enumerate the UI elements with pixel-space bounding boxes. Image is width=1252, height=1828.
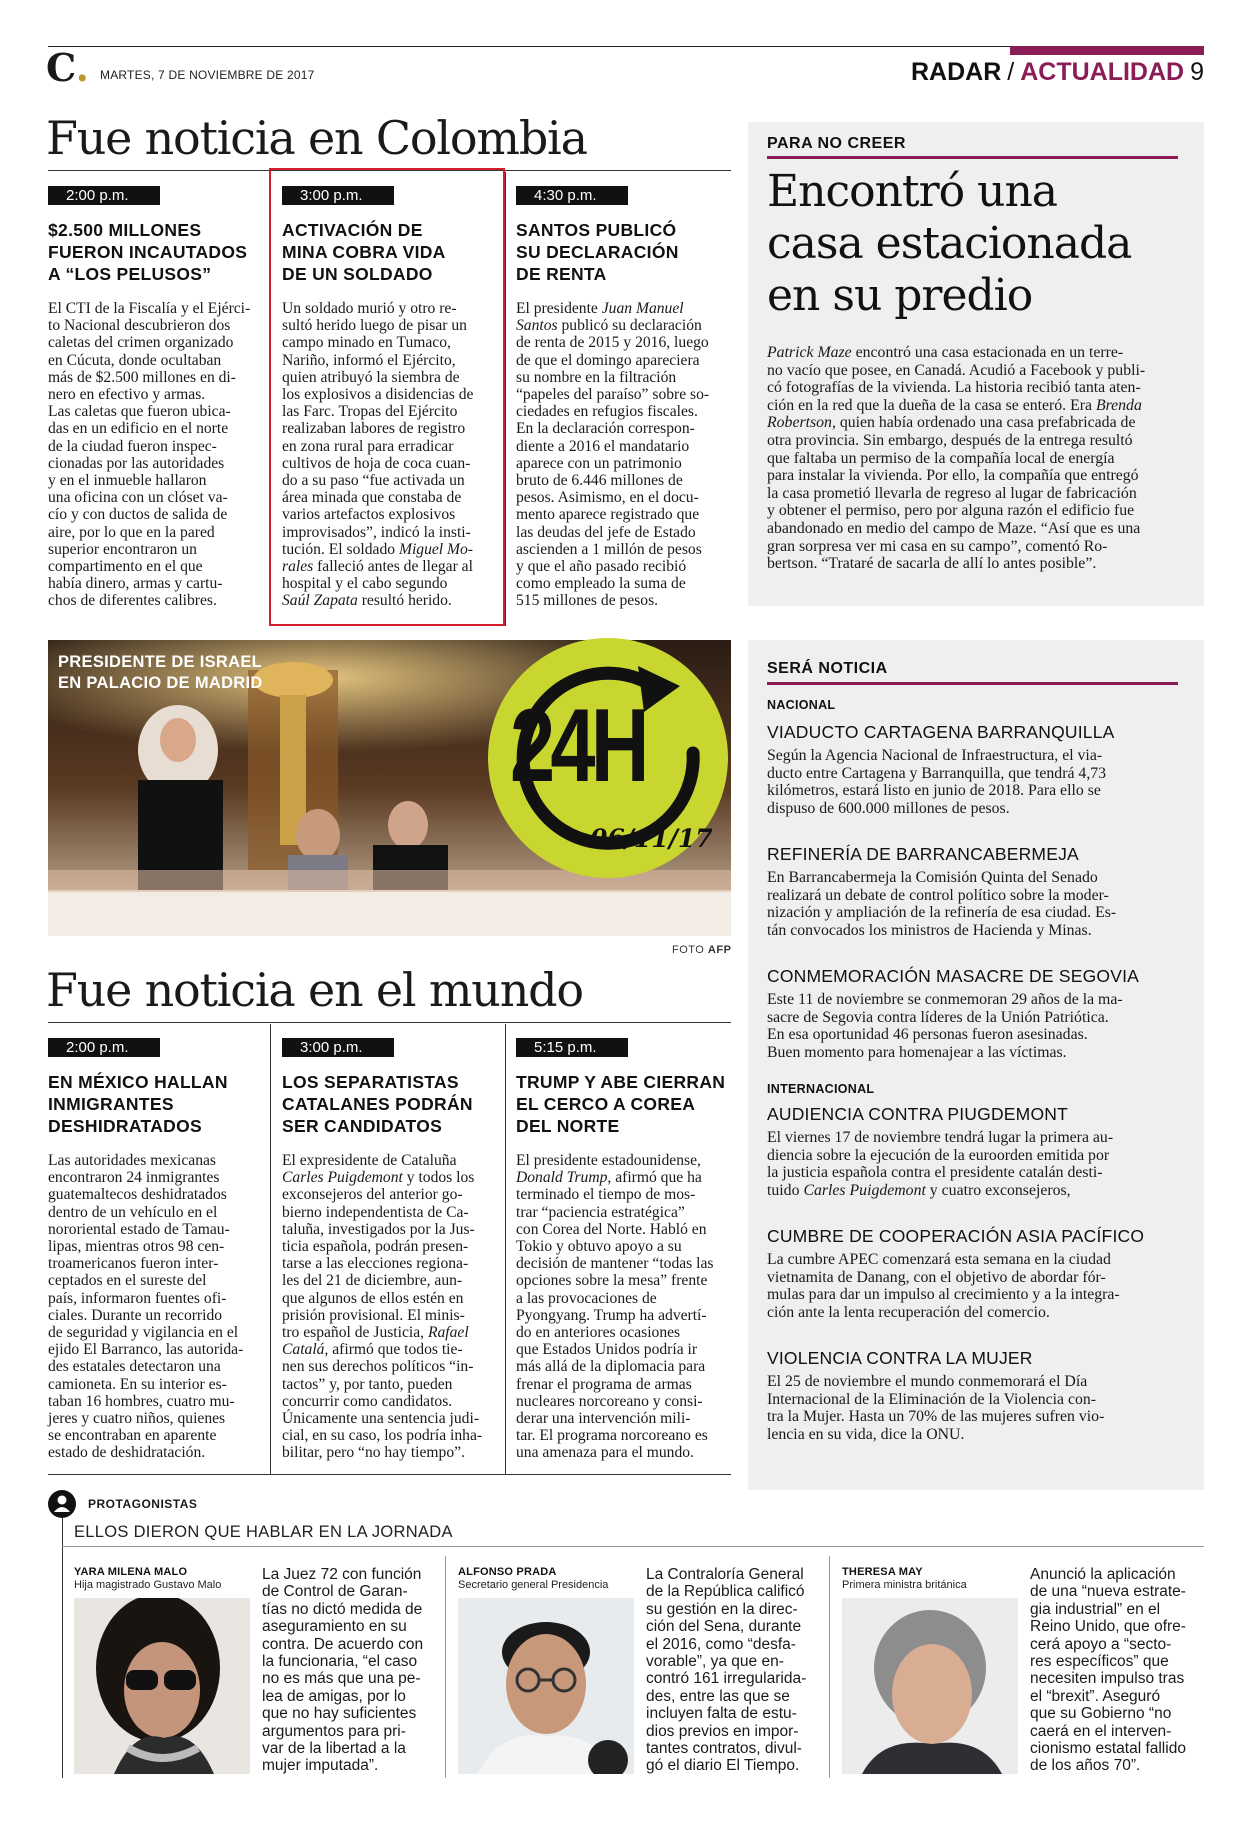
- para-no-creer-kicker: PARA NO CREER: [767, 135, 906, 152]
- colombia-section-title: Fue noticia en Colombia: [46, 111, 587, 165]
- sera-noticia-title[interactable]: CONMEMORACIÓN MASACRE DE SEGOVIA: [767, 966, 1140, 986]
- para-no-creer-title[interactable]: Encontró una casa estacionada en su predio: [767, 166, 1132, 321]
- col-divider: [505, 1024, 506, 1474]
- protagonist-photo[interactable]: [74, 1598, 250, 1774]
- sera-noticia-body: El 25 de noviembre el mundo conmemorará el Día Internacional de la Eliminación de la Violencia con- tra la Mujer. Hasta un 70% de las mujeres sufren vio- lencia en su vida, dice la ONU.: [767, 1373, 1105, 1443]
- protagonist-role: Secretario general Presidencia: [458, 1579, 609, 1591]
- kicker-rule: [767, 682, 1178, 685]
- para-no-creer-body: Patrick Maze encontró una casa estacionada en un terre- no vacío que posee, en Canadá. Acudió a Facebook y publi- có fotografías de la vivienda. La historia recibió tanta aten- ción en la red que la dueña de la casa se enteró. Era Brenda Robertson, quien había ordenado una casa prefabricada de otra provincia. Sin embargo, después de la entrega resultó que faltaba un permiso de la compañía local de energía para instalar la vivienda. Por ello, la compañía que entregó la casa prometió llevarla de regreso al lugar de fabricación y obtener el permiso, pero por alguna razón el edificio fue abandonado en medio del campo de Maze. “Así que es una gran sorpresa ver mi casa en su campo”, comentó Ro- bertson. “Trataré de sacarla de allí lo antes posible”.: [767, 344, 1146, 573]
- sera-noticia-body: Según la Agencia Nacional de Infraestructura, el via- ducto entre Cartagena y Barranquilla, que tendrá 4,73 kilómetros, estará listo en junio de 2018. Para ello se dispuso de 600.000 millones de pesos.: [767, 747, 1107, 817]
- protagonist-text: Anunció la aplicación de una “nueva estrate- gia industrial” en el Reino Unido, que ofre- cerá apoyo a “secto- res específicos” que necesiten impulso tras el “brexit”. Aseguró que su Gobierno “no caerá en el interven- cionismo estatal fallido de los años 70”.: [1030, 1566, 1186, 1775]
- time-badge: 3:00 p.m.: [282, 1038, 394, 1057]
- sera-noticia-item[interactable]: [767, 1226, 1187, 1321]
- sera-noticia-title[interactable]: CUMBRE DE COOPERACIÓN ASIA PACÍFICO: [767, 1226, 1145, 1246]
- sera-noticia-title[interactable]: VIOLENCIA CONTRA LA MUJER: [767, 1348, 1033, 1368]
- news-body: El presidente Juan Manuel Santos publicó su declaración de renta de 2015 y 2016, luego de que el domingo apareciera su nombre en la filtración “papeles del paraíso” sobre so- ciedades en refugios fiscales. En la declaración correspon- diente a 2016 el mandatario aparece con un patrimonio bruto de 6.446 millones de pesos. Asimismo, en el docu- mento aparece registrado que las deudas del jefe de Estado ascienden a 1 millón de pesos y que el año pasado recibió como empleado la suma de 515 millones de pesos.: [516, 300, 710, 610]
- news-body: El CTI de la Fiscalía y el Ejérci- to Nacional descubrieron dos caletas del crimen organizado en Cúcuta, donde ocultaban más de $2.500 millones en di- nero en efectivo y armas. Las caletas que fueron ubica- das en un edificio en el norte de la ciudad fueron inspec- cionadas por las autoridades y en el inmueble hallaron una oficina con un clóset va- cío y con ductos de salida de aire, por lo que en la pared superior encontraron un compartimento en el que había dinero, armas y cartu- chos de diferentes calibres.: [48, 300, 251, 610]
- protagonist-name[interactable]: ALFONSO PRADA: [458, 1566, 557, 1578]
- photo-caption: PRESIDENTE DE ISRAEL EN PALACIO DE MADRID: [58, 653, 263, 692]
- protagonist-name[interactable]: THERESA MAY: [842, 1566, 923, 1578]
- protagonist-photo[interactable]: [842, 1598, 1018, 1774]
- news-item[interactable]: [516, 1038, 731, 1462]
- sera-noticia-item[interactable]: [767, 844, 1187, 939]
- col-divider: [505, 172, 506, 626]
- sera-noticia-body: El viernes 17 de noviembre tendrá lugar la primera au- diencia sobre la ejecución de la euroorden emitida por la justicia española contra el presidente catalán desti- tuido Carles Puigdemont y cuatro exconsejeros,: [767, 1129, 1114, 1199]
- issue-date: MARTES, 7 DE NOVIEMBRE DE 2017: [100, 68, 315, 82]
- section-label: RADAR / ACTUALIDAD 9: [910, 58, 1204, 86]
- protagonist-text: La Contraloría General de la República calificó su gestión en la direc- ción del Sena, durante el 2016, como “desfa- vorable”, ya que en- contró 161 irregularida- des, entre las que se incluyen falta de estu- dios previos en impor- tantes contratos, divul- gó el diario El Tiempo.: [646, 1566, 807, 1775]
- news-item[interactable]: [48, 1038, 263, 1462]
- mundo-rule: [48, 1022, 731, 1023]
- news-headline[interactable]: SANTOS PUBLICÓ SU DECLARACIÓN DE RENTA: [516, 220, 679, 284]
- sera-noticia-title[interactable]: AUDIENCIA CONTRA PIUGDEMONT: [767, 1104, 1068, 1124]
- time-badge: 4:30 p.m.: [516, 186, 628, 205]
- protagonist-role: Hija magistrado Gustavo Malo: [74, 1579, 222, 1591]
- woman-sunglasses-illustration: [74, 1598, 250, 1774]
- protagonist-photo[interactable]: [458, 1598, 634, 1774]
- time-badge: 2:00 p.m.: [48, 1038, 160, 1057]
- photo-credit: FOTO AFP: [672, 944, 732, 956]
- news-body: El expresidente de Cataluña Carles Puigdemont y todos los exconsejeros del anterior go- bierno independentista de Ca- taluña, investigados por la Jus- ticia española, podrán presen- tarse a las elecciones regiona- les del 21 de diciembre, aun- que algunos de ellos estén en prisión provisional. El minis- tro español de Justicia, Rafael Catalá, afirmó que todos tie- nen sus derechos políticos “in- tactos” y, por tanto, pueden concurrir como candidatos. Únicamente una sentencia judi- cial, en su caso, los podría inha- bilitar, pero “no hay tiempo”.: [282, 1152, 483, 1462]
- news-headline[interactable]: LOS SEPARATISTAS CATALANES PODRÁN SER CANDIDATOS: [282, 1072, 473, 1136]
- person-icon: [48, 1490, 76, 1518]
- sera-noticia-item[interactable]: [767, 966, 1187, 1061]
- protagonistas-rule: [62, 1518, 63, 1778]
- woman-portrait-illustration: [842, 1598, 1018, 1774]
- protagonist-name[interactable]: YARA MILENA MALO: [74, 1566, 188, 1578]
- news-body: El presidente estadounidense, Donald Trump, afirmó que ha terminado el tiempo de mos- trar “paciencia estratégica” con Corea del Norte. Habló en Tokio y obtuvo apoyo a su decisión de mantener “todas las opciones sobre la mesa” frente a las provocaciones de Pyongyang. Trump ha advertí- do en anteriores ocasiones que Estados Unidos podría ir más allá de la diplomacia para frenar el programa de armas nucleares norcoreano y consi- derar una intervención mili- tar. El programa norcoreano es una amenaza para el mundo.: [516, 1152, 714, 1462]
- news-item[interactable]: [48, 186, 258, 610]
- 24h-date: 06/11/17: [590, 824, 713, 853]
- news-headline[interactable]: ACTIVACIÓN DE MINA COBRA VIDA DE UN SOLDADO: [282, 220, 446, 284]
- news-item[interactable]: [516, 186, 731, 610]
- news-body: Las autoridades mexicanas encontraron 24 inmigrantes guatemaltecos deshidratados dentro de un vehículo en el nororiental estado de Tamau- lipas, mientras otros 98 cen- troamericanos fueron inter- ceptados en el sureste del país, informaron fuentes ofi- ciales. Durante un recorrido de seguridad y vigilancia en el ejido El Barranco, las autorida- des estatales detectaron una camioneta. En su interior es- taban 16 hombres, cuatro mu- jeres y cuatro niños, quienes se encontraban en aparente estado de deshidratación.: [48, 1152, 244, 1462]
- sera-noticia-body: Este 11 de noviembre se conmemoran 29 años de la ma- sacre de Segovia contra líderes de la Unión Patriótica. En esa oportunidad 46 personas fueron asesinadas. Buen momento para homenajear a las víctimas.: [767, 991, 1123, 1061]
- 24h-text: 24H: [510, 688, 645, 804]
- news-headline[interactable]: $2.500 MILLONES FUERON INCAUTADOS A “LOS PELUSOS”: [48, 220, 248, 284]
- time-badge: 3:00 p.m.: [282, 186, 394, 205]
- internacional-label: INTERNACIONAL: [767, 1082, 875, 1096]
- sera-noticia-item[interactable]: [767, 1104, 1187, 1199]
- protagonistas-subtitle: ELLOS DIERON QUE HABLAR EN LA JORNADA: [74, 1523, 453, 1541]
- 24h-badge[interactable]: [478, 628, 738, 888]
- news-item[interactable]: [282, 186, 497, 610]
- mundo-bottom-rule: [48, 1474, 731, 1475]
- protagonist-divider: [829, 1556, 830, 1778]
- sera-noticia-item[interactable]: [767, 1348, 1187, 1443]
- protagonist-divider: [445, 1556, 446, 1778]
- sera-noticia-title[interactable]: VIADUCTO CARTAGENA BARRANQUILLA: [767, 722, 1115, 742]
- sera-noticia-kicker: SERÁ NOTICIA: [767, 660, 888, 677]
- man-glasses-illustration: [458, 1598, 634, 1774]
- protagonist-text: La Juez 72 con función de Control de Garan- tías no dictó medida de aseguramiento en su contra. De acuerdo con la funcionaria, “el caso no es más que una pe- lea de amigas, por lo que no hay suficientes argumentos para pri- var de la libertad a la mujer imputada”.: [262, 1566, 424, 1775]
- news-headline[interactable]: TRUMP Y ABE CIERRAN EL CERCO A COREA DEL NORTE: [516, 1072, 726, 1136]
- time-badge: 2:00 p.m.: [48, 186, 160, 205]
- time-badge: 5:15 p.m.: [516, 1038, 628, 1057]
- col-divider: [270, 1024, 271, 1474]
- nacional-label: NACIONAL: [767, 698, 836, 712]
- protagonistas-label: PROTAGONISTAS: [88, 1497, 198, 1511]
- section-radar[interactable]: RADAR: [910, 58, 1002, 86]
- mundo-section-title: Fue noticia en el mundo: [46, 963, 583, 1017]
- news-headline[interactable]: EN MÉXICO HALLAN INMIGRANTES DESHIDRATADOS: [48, 1072, 228, 1136]
- section-color-bar: [1010, 46, 1204, 55]
- section-actualidad[interactable]: ACTUALIDAD: [1020, 58, 1185, 86]
- sera-noticia-body: En Barrancabermeja la Comisión Quinta del Senado realizará un debate de control político sobre la moder- nización y ampliación de la refinería de esa ciudad. Es- tán convocados los ministros de Hacienda y Minas.: [767, 869, 1117, 939]
- kicker-rule: [767, 156, 1178, 159]
- sera-noticia-title[interactable]: REFINERÍA DE BARRANCABERMEJA: [767, 844, 1079, 864]
- page-number: 9: [1190, 58, 1204, 86]
- protagonistas-rule-h: [62, 1546, 1204, 1547]
- sera-noticia-item[interactable]: [767, 722, 1187, 817]
- protagonist-role: Primera ministra británica: [842, 1579, 967, 1591]
- news-body: Un soldado murió y otro re- sultó herido luego de pisar un campo minado en Tumaco, Nariño, informó el Ejército, quien atribuyó la siembra de los explosivos a disidencias de las Farc. Tropas del Ejército realizaban labores de registro en zona rural para erradicar cultivos de hoja de coca cuan- do a su paso “fue activada un área minada que constaba de varios artefactos explosivos improvisados”, indicó la insti- tución. El soldado Miguel Mo- rales falleció antes de llegar al hospital y el cabo segundo Saúl Zapata resultó herido.: [282, 300, 474, 610]
- news-item[interactable]: [282, 1038, 497, 1462]
- sera-noticia-body: La cumbre APEC comenzará esta semana en la ciudad vietnamita de Danang, con el objetivo de abordar fór- mulas para dar un impulso al crecimiento y a la integra- ción ante la lenta recuperación del comercio.: [767, 1251, 1120, 1321]
- newspaper-logo[interactable]: C.: [46, 45, 89, 90]
